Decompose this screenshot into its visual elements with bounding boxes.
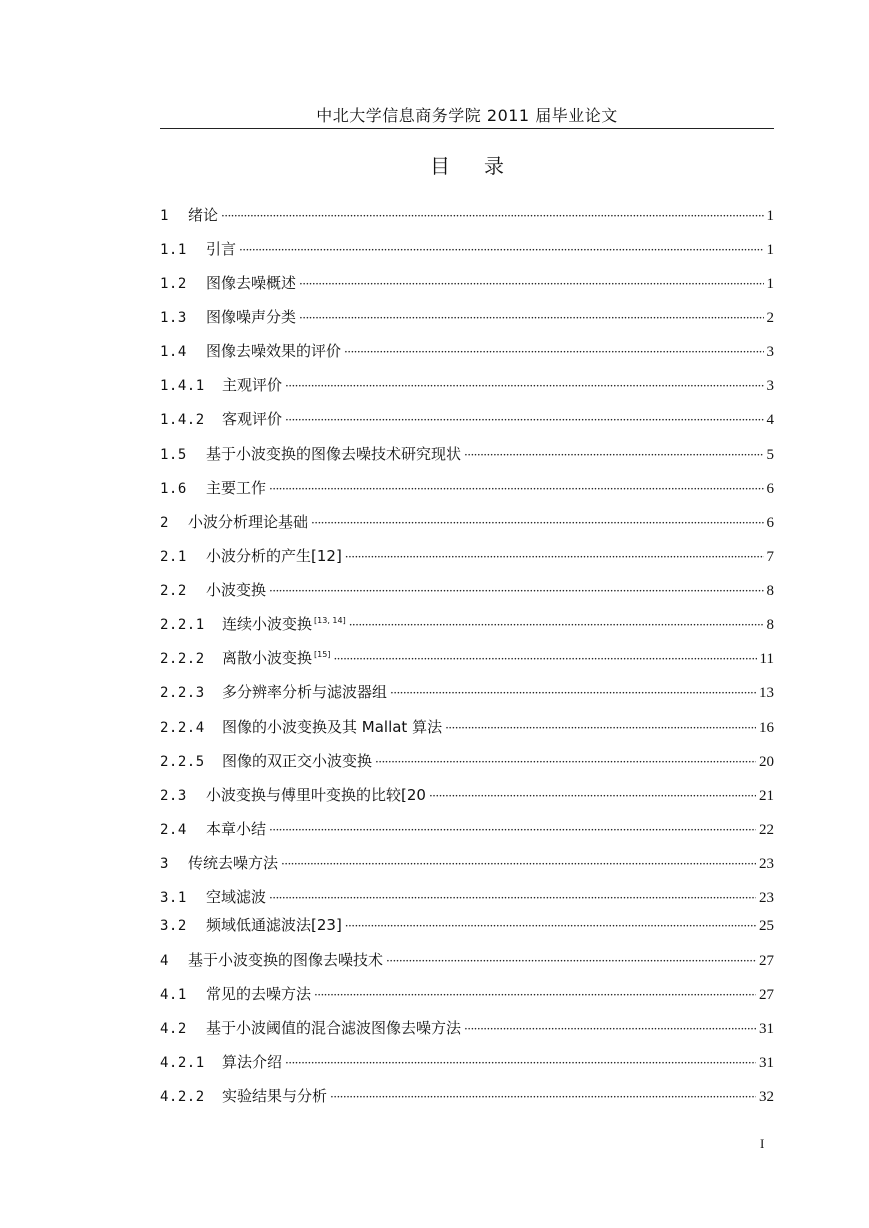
toc-entry-page: 8 bbox=[766, 583, 774, 599]
toc-dot-leader bbox=[269, 823, 756, 837]
toc-entry-number: 4.2 bbox=[160, 1021, 187, 1037]
toc-entry-page: 23 bbox=[759, 890, 774, 906]
toc-entry-title bbox=[222, 1085, 327, 1106]
toc-entry-citation: [13, 14] bbox=[314, 616, 346, 625]
toc-entry-number: 1.4 bbox=[160, 344, 187, 360]
toc-entry-number: 3 bbox=[160, 856, 169, 872]
toc-entry-title bbox=[222, 1051, 282, 1072]
toc-entry-number: 1.1 bbox=[160, 242, 187, 258]
toc-entry[interactable] bbox=[160, 983, 774, 1007]
toc-dot-leader bbox=[269, 584, 763, 598]
toc-entry-title bbox=[206, 477, 266, 498]
toc-entry[interactable] bbox=[160, 545, 774, 569]
toc-entry[interactable] bbox=[160, 204, 774, 228]
toc-entry-number: 2.4 bbox=[160, 822, 187, 838]
toc-entry-title bbox=[206, 914, 342, 935]
toc-entry-number: 3.2 bbox=[160, 918, 187, 934]
toc-entry-title-text: 多分辨率分析与滤波器组 bbox=[222, 683, 388, 701]
toc-entry[interactable] bbox=[160, 579, 774, 603]
toc-dot-leader bbox=[390, 686, 756, 700]
toc-entry-title-text: 传统去噪方法 bbox=[188, 854, 279, 872]
toc-dot-leader bbox=[429, 789, 756, 803]
toc-entry-title bbox=[188, 204, 218, 225]
toc-entry-number: 1.4.2 bbox=[160, 412, 205, 428]
toc-entry-title bbox=[206, 886, 266, 907]
toc-entry-number: 2.2.5 bbox=[160, 754, 205, 770]
toc-entry-number: 2.2.4 bbox=[160, 720, 205, 736]
toc-entry-title-text: 基于小波变换的图像去噪技术 bbox=[188, 951, 384, 969]
toc-entry-title bbox=[206, 443, 461, 464]
toc-entry[interactable] bbox=[160, 784, 774, 808]
toc-entry-title-text: 图像噪声分类 bbox=[206, 308, 297, 326]
toc-entry[interactable] bbox=[160, 477, 774, 501]
toc-entry-page: 4 bbox=[766, 412, 774, 428]
toc-entry[interactable] bbox=[160, 613, 774, 637]
toc-entry-title bbox=[188, 949, 383, 970]
running-header: 中北大学信息商务学院 2011 届毕业论文 bbox=[316, 106, 618, 125]
toc-entry-title-text: 图像去噪效果的评价 bbox=[206, 342, 342, 360]
toc-dot-leader bbox=[239, 243, 763, 257]
toc-entry[interactable] bbox=[160, 1017, 774, 1041]
toc-entry[interactable] bbox=[160, 443, 774, 467]
toc-dot-leader bbox=[285, 1056, 756, 1070]
toc-dot-leader bbox=[314, 988, 756, 1002]
toc-entry-title bbox=[206, 579, 266, 600]
toc-dot-leader bbox=[386, 954, 756, 968]
toc-entry[interactable] bbox=[160, 716, 774, 740]
toc-entry-number: 2.2.3 bbox=[160, 685, 205, 701]
toc-entry[interactable] bbox=[160, 914, 774, 938]
toc-entry[interactable] bbox=[160, 408, 774, 432]
toc-entry-title bbox=[222, 716, 442, 737]
toc-entry-page: 7 bbox=[766, 549, 774, 565]
toc-entry-number: 1.2 bbox=[160, 276, 187, 292]
toc-entry-title bbox=[222, 681, 387, 702]
toc-entry-number: 2 bbox=[160, 515, 169, 531]
toc-entry-title-text: 常见的去噪方法 bbox=[206, 985, 312, 1003]
toc-entry-page: 21 bbox=[759, 788, 774, 804]
toc-entry-number: 1.3 bbox=[160, 310, 187, 326]
toc-entry-page: 2 bbox=[766, 310, 774, 326]
toc-entry-title-text: 连续小波变换 bbox=[222, 615, 313, 633]
toc-entry-page: 32 bbox=[759, 1089, 774, 1105]
toc-entry[interactable] bbox=[160, 949, 774, 973]
toc-entry[interactable] bbox=[160, 374, 774, 398]
toc-dot-leader bbox=[464, 1022, 756, 1036]
toc-entry-title bbox=[222, 613, 346, 634]
toc-entry-number: 2.1 bbox=[160, 549, 187, 565]
toc-entry[interactable] bbox=[160, 750, 774, 774]
toc-entry-title bbox=[222, 408, 282, 429]
toc-entry-title-text: 图像的小波变换及其 Mallat 算法 bbox=[222, 718, 443, 736]
toc-dot-leader bbox=[299, 277, 763, 291]
toc-entry-number: 4 bbox=[160, 953, 169, 969]
toc-entry-page: 11 bbox=[759, 651, 774, 667]
toc-dot-leader bbox=[349, 618, 764, 632]
toc-entry-title bbox=[206, 983, 311, 1004]
toc-entry[interactable] bbox=[160, 306, 774, 330]
toc-dot-leader bbox=[285, 379, 763, 393]
toc-entry-title-text: 绪论 bbox=[188, 206, 219, 224]
toc-dot-leader bbox=[445, 721, 756, 735]
toc-entry-title-text: 基于小波变换的图像去噪技术研究现状 bbox=[206, 445, 462, 463]
toc-entry-title bbox=[206, 784, 426, 805]
toc-entry-title-text: 客观评价 bbox=[222, 410, 283, 428]
toc-entry-number: 3.1 bbox=[160, 890, 187, 906]
toc-entry-title-text: 引言 bbox=[206, 240, 237, 258]
toc-entry-title bbox=[222, 750, 372, 771]
toc-entry-title bbox=[188, 511, 308, 532]
toc-entry-number: 2.3 bbox=[160, 788, 187, 804]
toc-entry-number: 1.4.1 bbox=[160, 378, 205, 394]
toc-entry-number: 4.1 bbox=[160, 987, 187, 1003]
toc-dot-leader bbox=[269, 891, 756, 905]
toc-entry-page: 1 bbox=[766, 208, 774, 224]
toc-dot-leader bbox=[333, 652, 756, 666]
toc-entry-title bbox=[206, 545, 342, 566]
toc-dot-leader bbox=[311, 516, 763, 530]
toc-entry-page: 3 bbox=[766, 344, 774, 360]
toc-entry-page: 13 bbox=[759, 685, 774, 701]
toc-dot-leader bbox=[375, 755, 756, 769]
toc-entry-title-text: 本章小结 bbox=[206, 820, 267, 838]
toc-entry-number: 1.6 bbox=[160, 481, 187, 497]
toc-entry-number: 4.2.2 bbox=[160, 1089, 205, 1105]
toc-entry-title-text: 小波变换与傅里叶变换的比较[20 bbox=[206, 786, 426, 804]
toc-entry-page: 5 bbox=[766, 447, 774, 463]
toc-entry-title bbox=[206, 272, 296, 293]
toc-dot-leader bbox=[344, 345, 763, 359]
toc-entry-page: 31 bbox=[759, 1055, 774, 1071]
toc-entry-page: 6 bbox=[766, 515, 774, 531]
toc-entry-number: 1 bbox=[160, 208, 169, 224]
toc-entry-page: 16 bbox=[759, 720, 774, 736]
toc-entry-title-text: 主要工作 bbox=[206, 479, 267, 497]
toc-entry-title bbox=[206, 818, 266, 839]
toc-entry[interactable] bbox=[160, 852, 774, 876]
toc-entry[interactable] bbox=[160, 340, 774, 364]
toc-entry[interactable] bbox=[160, 886, 774, 910]
toc-entry-title bbox=[222, 647, 330, 668]
toc-entry[interactable] bbox=[160, 681, 774, 705]
toc-entry-page: 22 bbox=[759, 822, 774, 838]
toc-entry-title bbox=[206, 340, 341, 361]
toc-entry[interactable] bbox=[160, 1051, 774, 1075]
toc-entry-title bbox=[206, 238, 236, 259]
toc-entry-title-text: 实验结果与分析 bbox=[222, 1087, 328, 1105]
toc-entry-title-text: 算法介绍 bbox=[222, 1053, 283, 1071]
toc-entry-page: 25 bbox=[759, 918, 774, 934]
toc-entry[interactable] bbox=[160, 1085, 774, 1109]
toc-entry-title-text: 图像去噪概述 bbox=[206, 274, 297, 292]
toc-entry-page: 23 bbox=[759, 856, 774, 872]
toc-entry[interactable] bbox=[160, 818, 774, 842]
toc-entry-page: 20 bbox=[759, 754, 774, 770]
toc-entry-page: 8 bbox=[766, 617, 774, 633]
toc-entry[interactable] bbox=[160, 238, 774, 262]
toc-entry-number: 2.2.1 bbox=[160, 617, 205, 633]
toc-entry-page: 3 bbox=[766, 378, 774, 394]
toc-entry-number: 2.2.2 bbox=[160, 651, 205, 667]
toc-entry-page: 1 bbox=[766, 276, 774, 292]
toc-entry-title bbox=[222, 374, 282, 395]
toc-dot-leader bbox=[330, 1090, 756, 1104]
toc-entry-title-text: 主观评价 bbox=[222, 376, 283, 394]
page-number: I bbox=[760, 1136, 765, 1151]
toc-dot-leader bbox=[299, 311, 763, 325]
toc-entry-title-text: 频域低通滤波法[23] bbox=[206, 916, 342, 934]
toc-dot-leader bbox=[221, 209, 763, 223]
header-rule bbox=[160, 128, 774, 129]
toc-dot-leader bbox=[345, 550, 764, 564]
toc-dot-leader bbox=[281, 857, 756, 871]
toc-dot-leader bbox=[464, 448, 763, 462]
toc-entry[interactable] bbox=[160, 272, 774, 296]
toc-dot-leader bbox=[269, 482, 763, 496]
toc-entry-page: 6 bbox=[766, 481, 774, 497]
toc-entry-title-text: 小波变换 bbox=[206, 581, 267, 599]
toc-title: 目录 bbox=[430, 154, 538, 178]
toc-entry-page: 1 bbox=[766, 242, 774, 258]
toc-entry-title-text: 基于小波阈值的混合滤波图像去噪方法 bbox=[206, 1019, 462, 1037]
toc-entry-number: 1.5 bbox=[160, 447, 187, 463]
toc-entry-title bbox=[188, 852, 278, 873]
toc-entry[interactable] bbox=[160, 647, 774, 671]
toc-entry-number: 4.2.1 bbox=[160, 1055, 205, 1071]
toc-entry-title bbox=[206, 306, 296, 327]
toc-entry-title-text: 空域滤波 bbox=[206, 888, 267, 906]
toc-entry-page: 31 bbox=[759, 1021, 774, 1037]
toc-entry-page: 27 bbox=[759, 953, 774, 969]
toc-entry-title-text: 小波分析的产生[12] bbox=[206, 547, 342, 565]
toc-entry-citation: [15] bbox=[314, 650, 331, 659]
toc-entry-title-text: 离散小波变换 bbox=[222, 649, 313, 667]
toc-entry-title-text: 小波分析理论基础 bbox=[188, 513, 309, 531]
toc-entry-title bbox=[206, 1017, 461, 1038]
toc-dot-leader bbox=[345, 919, 756, 933]
toc-entry-title-text: 图像的双正交小波变换 bbox=[222, 752, 373, 770]
toc-dot-leader bbox=[285, 413, 763, 427]
toc-entry[interactable] bbox=[160, 511, 774, 535]
toc-entry-page: 27 bbox=[759, 987, 774, 1003]
toc-entry-number: 2.2 bbox=[160, 583, 187, 599]
